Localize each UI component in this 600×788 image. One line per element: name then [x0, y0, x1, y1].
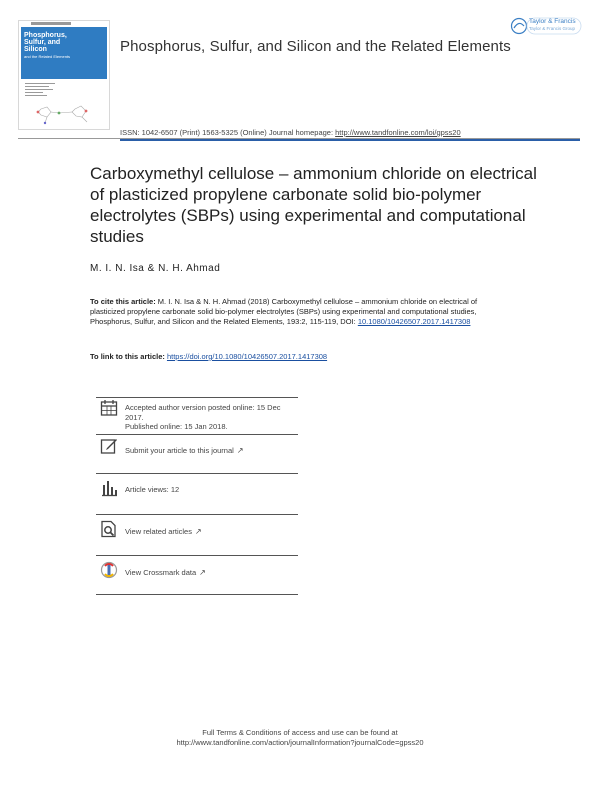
- submit-article-link[interactable]: [125, 446, 244, 456]
- terms-url-link[interactable]: http://www.tandfonline.com/action/journalInformation?journalCode=gpss20: [176, 738, 424, 747]
- cover-title: [24, 32, 104, 59]
- article-link-line: [90, 352, 327, 361]
- cover-text-lines: [25, 83, 55, 98]
- related-articles-icon: [100, 520, 118, 538]
- header-accent-rule: [120, 139, 580, 141]
- article-authors: M. I. N. Isa & N. H. Ahmad: [90, 263, 221, 274]
- molecule-illustration: [29, 103, 101, 125]
- edit-icon: [100, 437, 118, 455]
- article-views: Article views: 12: [125, 485, 180, 494]
- external-link-icon: ↗: [199, 568, 206, 577]
- article-url-link[interactable]: https://doi.org/10.1080/10426507.2017.1417308: [166, 352, 328, 361]
- citation-block: [90, 297, 510, 327]
- cover-title-line: Silicon: [24, 46, 47, 53]
- accepted-date: Accepted author version posted online: 15 Dec 2017.: [125, 403, 281, 422]
- submit-article-label: Submit your article to this journal: [125, 446, 234, 455]
- info-rule: [96, 514, 298, 515]
- cite-label: To cite this article:: [90, 297, 156, 306]
- info-rule: [96, 473, 298, 474]
- info-top-rule: [96, 397, 298, 398]
- related-articles-label: View related articles: [125, 527, 192, 536]
- issn-line: [120, 128, 461, 137]
- doi-link[interactable]: 10.1080/10426507.2017.1417308: [357, 317, 471, 326]
- cover-top-label: [31, 22, 71, 25]
- info-rule: [96, 434, 298, 435]
- cover-title-line: Sulfur, and: [24, 39, 61, 46]
- published-date: Published online: 15 Jan 2018.: [125, 422, 228, 431]
- crossmark-icon: [100, 561, 118, 579]
- publication-dates: [125, 403, 295, 432]
- publisher-tagline: Taylor & Francis Group: [529, 26, 576, 31]
- terms-line: Full Terms & Conditions of access and use can be found at: [202, 728, 398, 737]
- info-rule: [96, 555, 298, 556]
- external-link-icon: ↗: [236, 446, 244, 455]
- journal-homepage-link[interactable]: http://www.tandfonline.com/loi/gpss20: [335, 128, 461, 137]
- link-label: To link to this article:: [90, 352, 167, 361]
- info-bottom-rule: [96, 594, 298, 595]
- external-link-icon: ↗: [194, 527, 202, 536]
- cite-text: M. I. N. Isa & N. H. Ahmad (2018) Carboxymethyl cellulose – ammonium chloride on electrical of plasticized propylene carbonate solid bio-polymer electrolytes (SBPs) using experimental and computational studies, Phosphorus, Sulfur, and Silicon and the Related Elements, 193:2, 115-119, DOI:: [90, 297, 478, 326]
- journal-name: Phosphorus, Sulfur, and Silicon and the Related Elements: [120, 38, 511, 55]
- bar-chart-icon: [100, 479, 118, 497]
- issn-text: ISSN: 1042-6507 (Print) 1563-5325 (Online) Journal homepage:: [120, 128, 336, 137]
- crossmark-label: View Crossmark data: [125, 568, 197, 577]
- cover-subtitle: and the Related Elements: [24, 54, 71, 59]
- calendar-icon: [100, 399, 118, 417]
- crossmark-link[interactable]: [125, 568, 206, 578]
- related-articles-link[interactable]: [125, 527, 202, 537]
- article-title: Carboxymethyl cellulose – ammonium chloride on electrical of plasticized propylene carbonate solid bio-polymer electrolytes (SBPs) using experimental and computational studies: [90, 164, 537, 246]
- journal-cover-thumbnail: [18, 20, 110, 130]
- publisher-logo-text: Taylor & Francis: [529, 18, 576, 25]
- cover-title-line: Phosphorus,: [24, 32, 67, 39]
